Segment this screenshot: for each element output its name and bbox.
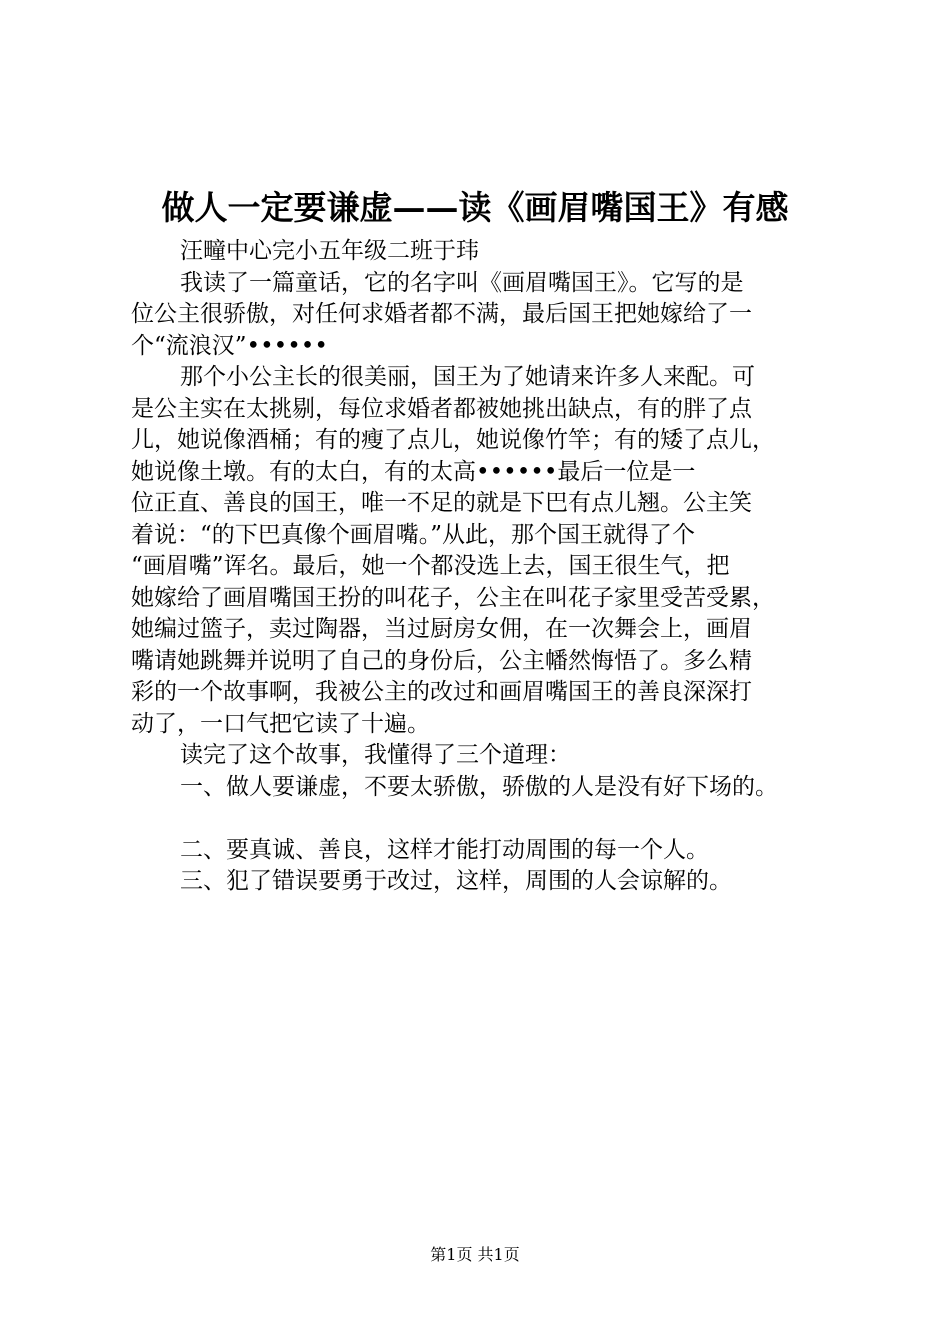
paragraph-line: 她说像土墩。有的太白，有的太高••••••最后一位是一 [131,458,696,485]
paragraph-line: “画眉嘴”诨名。最后，她一个都没选上去，国王很生气，把 [131,553,730,579]
document-title: 做人一定要谦虚——读《画眉嘴国王》有感 [161,188,789,227]
paragraph-line: 我读了一篇童话，它的名字叫《画眉嘴国王》。它写的是 [180,269,744,296]
paragraph-line: 动了，一口气把它读了十遍。 [131,710,430,737]
paragraph-line: 着说：“的下巴真像个画眉嘴。”从此，那个国王就得了个 [131,521,696,548]
paragraph-line: 嘴请她跳舞并说明了自己的身份后，公主幡然悔悟了。多么精 [131,647,752,674]
lesson-2: 二、要真诚、善良，这样才能打动周围的每一个人。 [180,836,709,863]
lessons-intro: 读完了这个故事，我懂得了三个道理： [180,742,571,768]
lesson-1: 一、做人要谦虚，不要太骄傲，骄傲的人是没有好下场的。 [180,773,778,800]
paragraph-line: 是公主实在太挑剔，每位求婚者都被她挑出缺点，有的胖了点 [131,395,752,422]
paragraph-line: 那个小公主长的很美丽，国王为了她请来许多人来配。可 [180,364,755,390]
lesson-3: 三、犯了错误要勇于改过，这样，周围的人会谅解的。 [180,868,732,894]
page-number-footer: 第1页 共1页 [430,1245,520,1264]
paragraph-line: 彩的一个故事啊，我被公主的改过和画眉嘴国王的善良深深打 [131,679,752,705]
paragraph-line: 儿，她说像酒桶；有的瘦了点儿，她说像竹竿；有的矮了点儿， [131,427,775,453]
paragraph-line: 位正直、善良的国王，唯一不足的就是下巴有点儿翘。公主笑 [131,490,752,516]
author-line: 汪疃中心完小五年级二班于玮 [180,238,479,264]
paragraph-line: 她编过篮子，卖过陶器，当过厨房女佣，在一次舞会上，画眉 [131,616,752,642]
document-body [131,236,846,898]
paragraph-1 [131,268,846,363]
paragraph-2 [131,362,846,740]
paragraph-line: 位公主很骄傲，对任何求婚者都不满，最后国王把她嫁给了一 [131,301,752,327]
paragraph-line: 她嫁给了画眉嘴国王扮的叫花子，公主在叫花子家里受苦受累， [131,584,775,611]
blank-line [131,803,846,835]
paragraph-line: 个“流浪汉”•••••• [131,332,328,359]
